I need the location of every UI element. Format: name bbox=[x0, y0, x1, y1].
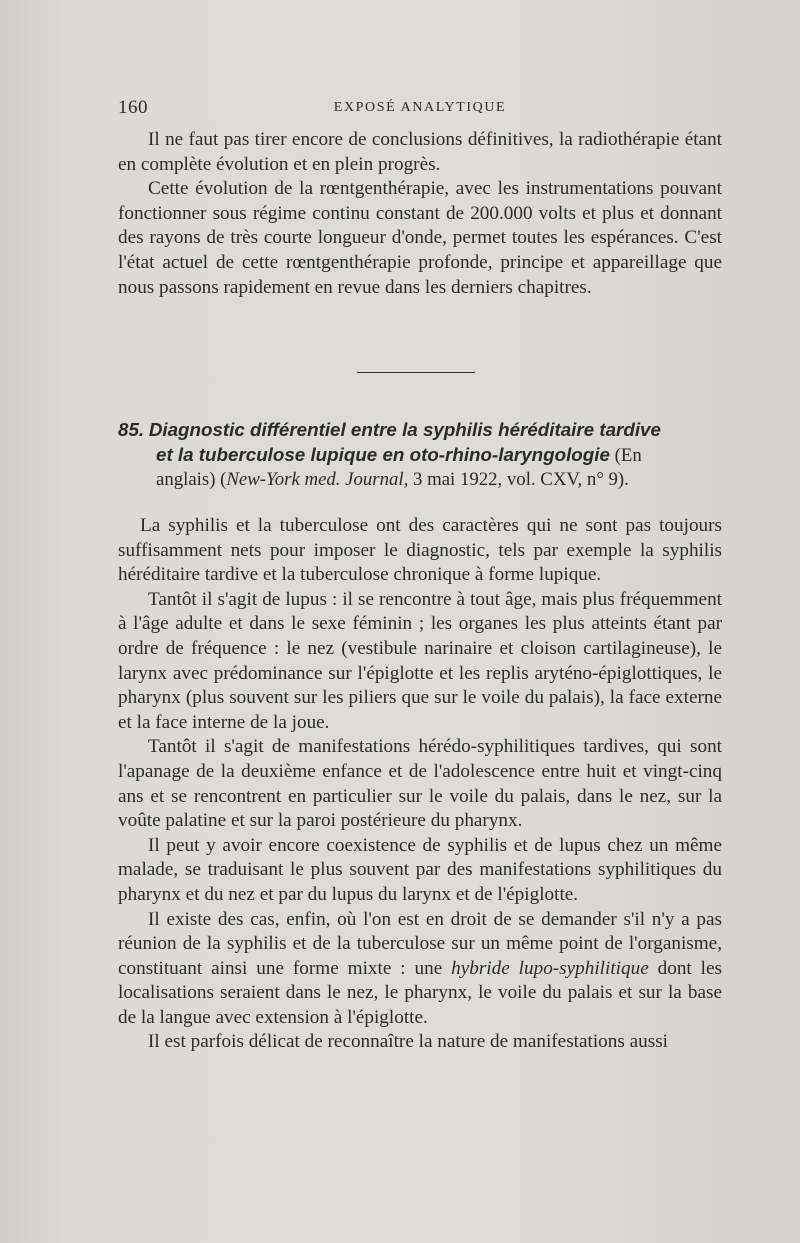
paragraph-text: dont les localisations seraient dans le nez, le pharynx, le voile du palais et sur la base de la langue avec extension à l'épiglotte. bbox=[118, 957, 722, 1028]
italic-term: hybride lupo-syphilitique bbox=[451, 957, 649, 979]
paragraph: Cette évolution de la rœntgenthérapie, avec les instrumentations pouvant fonctionner sous régime continu constant de 200.000 volts et plus et donnant des rayons de très courte longueur d'onde, permet toutes les espérances. C'est l'état actuel de cette rœntgenthérapie profonde, principe et appareillage que nous passons rapidement en revue dans les derniers chapitres. bbox=[118, 178, 722, 298]
article-title-suffix: (En bbox=[614, 445, 642, 466]
paragraph: Il ne faut pas tirer encore de conclusions définitives, la radiothérapie étant en complète évolution et en plein progrès. bbox=[118, 129, 722, 175]
article-journal: New-York med. Journal, bbox=[226, 469, 409, 490]
paragraph bbox=[118, 908, 722, 1031]
article-heading bbox=[118, 418, 724, 492]
article-citation: 3 mai 1922, vol. CXV, n° 9). bbox=[413, 469, 629, 490]
article-title-line2: et la tuberculose lupique en oto-rhino-laryngologie bbox=[156, 444, 610, 465]
article-title-line1: Diagnostic différentiel entre la syphilis héréditaire tardive bbox=[148, 419, 661, 440]
paragraph: Tantôt il s'agit de lupus : il se rencontre à tout âge, mais plus fréquemment à l'âge adulte et dans le sexe féminin ; les organes les plus atteints étant par ordre de fréquence : le nez (vestibule narinaire et cloison cartilagineuse), le larynx avec prédominance sur l'épiglotte et les replis aryténo-épiglottiques, le pharynx (plus souvent sur les piliers que sur le voile du palais), la face externe et la face interne de la joue. bbox=[118, 588, 722, 733]
paragraph: Tantôt il s'agit de manifestations hérédo-syphilitiques tardives, qui sont l'apanage de la deuxième enfance et de l'adolescence entre huit et vingt-cinq ans et se rencontrent en particulier sur le voile du palais, dans le nez, sur la voûte palatine et sur la paroi postérieure du pharynx. bbox=[118, 736, 722, 832]
article-number: 85. bbox=[118, 419, 145, 440]
intro-text bbox=[118, 128, 722, 300]
article-body bbox=[118, 514, 722, 1055]
page-number: 160 bbox=[118, 97, 148, 118]
paragraph: Il peut y avoir encore coexistence de syphilis et de lupus chez un même malade, se traduisant le plus souvent par des manifestations syphilitiques du pharynx et du nez et par du lupus du larynx et de l'épiglotte. bbox=[118, 834, 722, 905]
article-language: anglais) ( bbox=[156, 469, 227, 490]
page-header bbox=[118, 97, 722, 123]
section-divider bbox=[357, 372, 475, 373]
running-head: EXPOSÉ ANALYTIQUE bbox=[333, 100, 507, 115]
paragraph: Il est parfois délicat de reconnaître la nature de manifestations aussi bbox=[148, 1031, 668, 1053]
paragraph-text: Il existe des cas, enfin, où l'on est en droit de se demander s'il n'y a pas réunion de la syphilis et de la tuberculose sur un même point de l'organisme, constituant ainsi une forme mixte : une bbox=[118, 908, 722, 979]
paragraph: La syphilis et la tuberculose ont des caractères qui ne sont pas toujours suffisamment nets pour imposer le diagnostic, tels par exemple la syphilis héréditaire tardive et la tuberculose chronique à forme lupique. bbox=[118, 515, 722, 586]
